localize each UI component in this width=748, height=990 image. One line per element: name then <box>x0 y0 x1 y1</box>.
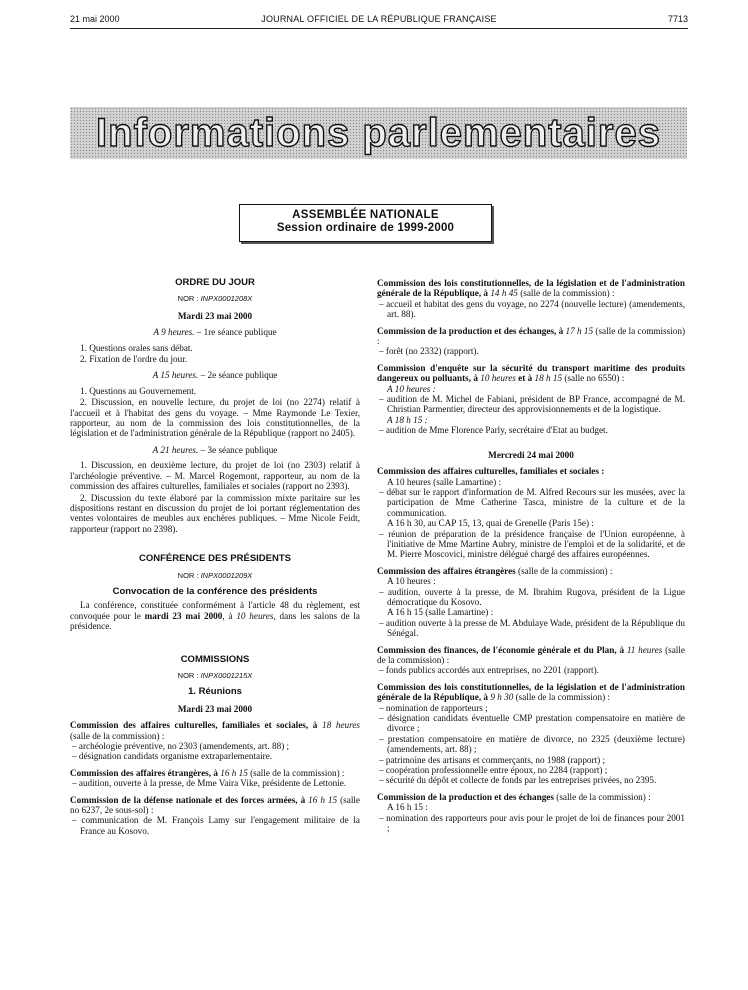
commissions-day: Mardi 23 mai 2000 <box>177 703 253 714</box>
list-item: – nomination de rapporteurs ; <box>379 702 488 713</box>
ordre-title: ORDRE DU JOUR <box>175 277 255 288</box>
list-item: 1. Discussion, en deuxième lecture, du projet de loi (no 2303) relatif à l'archéologie préventive. – M. Marcel Rogemont, rapporteur, au nom de la commission des affaires culturelles, familiales et sociales (rapport no 2393). <box>70 460 360 492</box>
commissions-nor: NOR : INPX0001215X <box>177 670 253 680</box>
list-item: – fonds publics accordés aux entreprises, no 2201 (rapport). <box>379 665 599 676</box>
conference-text: La conférence, constituée conformément à l'article 48 du règlement, est convoquée pour le mardi 23 mai 2000, à 10 heures, dans les salons de la présidence. <box>70 600 361 632</box>
list-item: – audition, ouverte à la presse, de Mme Vaira Vike, présidente de Lettonie. <box>72 778 347 789</box>
commission-heading: Commission d'enquête sur la sécurité du transport maritime des produits dangereux ou polluants, à 10 heures et à 18 h 15 (salle no 6550) : <box>377 362 685 384</box>
list-item: – forêt (no 2332) (rapport). <box>379 346 479 357</box>
list-item: 2. Discussion, en nouvelle lecture, du projet de loi (no 2274) relatif à l'accueil et à l'habitat des gens du voyage. – Mme Raymonde Le Texier, rapporteur, au nom de la commission des lois constitutionnelles, de la législation et de l'administration générale de la République (rapport no 2405). <box>70 397 360 439</box>
time-subheading: A 16 h 30, au CAP 15, 13, quai de Grenelle (Paris 15e) : <box>387 518 594 529</box>
commission-heading: Commission des affaires culturelles, familiales et sociales, à 18 heures (salle de la commission) : <box>70 720 360 741</box>
ordre-day: Mardi 23 mai 2000 <box>177 310 253 321</box>
banner-title: Informations parlementaires <box>96 111 661 155</box>
commission-heading: Commission des affaires étrangères, à 16 h 15 (salle de la commission) : <box>70 767 345 778</box>
assemblee-box <box>239 204 492 242</box>
list-item: – accueil et habitat des gens du voyage, no 2274 (nouvelle lecture) (amendements, art. 88). <box>379 298 685 320</box>
list-item: – débat sur le rapport d'information de M. Alfred Recours sur les musées, avec la participation de Mme Catherine Tasca, ministre de la culture et de la communication. <box>379 486 685 518</box>
wednesday-day: Mercredi 24 mai 2000 <box>488 449 574 460</box>
commission-heading: Commission des affaires culturelles, familiales et sociales : <box>377 466 605 477</box>
commission-heading: Commission des lois constitutionnelles, de la législation et de l'administration générale de la République, à 14 h 45 (salle de la commission) : <box>377 278 685 299</box>
list-item: 2. Discussion du texte élaboré par la commission mixte paritaire sur les dispositions restant en discussion du projet de loi portant réglementation des ventes volontaires de meubles aux enchères publiques. – Mme Nicole Feidt, rapporteur (rapport no 2398). <box>70 492 360 534</box>
time-subheading: A 16 h 15 : <box>387 802 428 813</box>
time-subheading: A 10 heures (salle Lamartine) : <box>387 476 502 487</box>
ordre-nor: NOR : INPX0001208X <box>177 294 253 304</box>
commissions-title: COMMISSIONS <box>180 653 250 665</box>
commission-heading: Commission de la défense nationale et des forces armées, à 16 h 15 (salle no 6237, 2e sous-sol) : <box>70 794 361 816</box>
time-subheading: A 10 heures : <box>387 576 436 587</box>
list-item: 2. Fixation de l'ordre du jour. <box>80 354 188 365</box>
list-item: – désignation candidats organisme extraparlementaire. <box>72 751 273 762</box>
commission-heading: Commission des affaires étrangères (salle de la commission) : <box>377 565 613 576</box>
commission-heading: Commission de la production et des échanges, à 17 h 15 (salle de la commission) : <box>377 325 685 347</box>
session-title: Session ordinaire de 1999-2000 <box>276 222 455 234</box>
seance-3-list <box>70 460 360 534</box>
list-item: – réunion de préparation de la présidence française de l'Union européenne, à l'initiative de Mme Martine Aubry, ministre de l'emploi et de la solidarité, et de M. Pierre Moscovici, ministre délégué chargé des affaires européennes. <box>379 528 685 560</box>
reunions-heading: 1. Réunions <box>188 686 242 698</box>
page-header <box>70 14 688 29</box>
list-item: – patrimoine des artisans et commerçants, no 1988 (rapport) ; <box>379 754 606 765</box>
time-subheading: A 18 h 15 : <box>387 414 428 425</box>
list-item: – archéologie préventive, no 2303 (amendements, art. 88) ; <box>72 741 290 751</box>
list-item: – audition, ouverte à la presse, de M. Ibrahim Rugova, président de la Ligue démocratique du Kosovo. <box>379 586 685 607</box>
seance-2-list <box>70 386 360 439</box>
assemblee-title: ASSEMBLÉE NATIONALE <box>292 209 439 221</box>
list-item: – coopération professionnelle entre époux, no 2284 (rapport) ; <box>379 765 608 776</box>
journal-title: JOURNAL OFFICIEL DE LA RÉPUBLIQUE FRANÇAISE <box>261 14 497 24</box>
conference-subtitle: Convocation de la conférence des présidents <box>112 585 318 597</box>
list-item: – audition de M. Michel de Fabiani, président de BP France, accompagné de M. Christian Parmentier, directeur des approvisionnements et de la logistique. <box>379 394 685 415</box>
list-item: – désignation candidats éventuelle CMP prestation compensatoire en matière de divorce ; <box>379 713 685 734</box>
list-item: – communication de M. François Lamy sur l'engagement militaire de la France au Kosovo. <box>72 815 360 836</box>
list-item: – sécurité du dépôt et collecte de fonds par les entreprises privées, no 2395. <box>379 775 657 786</box>
list-item: – prestation compensatoire en matière de divorce, no 2325 (deuxième lecture) (amendements, art. 88) ; <box>379 733 685 755</box>
conference-nor: NOR : INPX0001209X <box>177 570 253 580</box>
seance-1-heading: A 9 heures. – 1re séance publique <box>153 327 277 338</box>
right-column <box>377 278 685 834</box>
commission-heading: Commission des lois constitutionnelles, de la législation et de l'administration générale de la République, à 9 h 30 (salle de la commission) : <box>377 681 685 703</box>
time-subheading: A 10 heures : <box>387 383 436 394</box>
list-item: – nomination des rapporteurs pour avis pour le projet de loi de finances pour 2001 ; <box>379 812 685 834</box>
list-item: – audition ouverte à la presse de M. Abdulaye Wade, président de la République du Sénégal. <box>379 617 685 639</box>
list-item: 1. Questions orales sans débat. <box>80 342 193 353</box>
time-subheading: A 16 h 15 (salle Lamartine) : <box>387 607 494 618</box>
conference-title: CONFÉRENCE DES PRÉSIDENTS <box>138 553 292 565</box>
issue-date: 21 mai 2000 <box>70 14 120 24</box>
commission-heading: Commission des finances, de l'économie générale et du Plan, à 11 heures (salle de la commission) : <box>377 644 685 665</box>
seance-2-heading: A 15 heures. – 2e séance publique <box>152 370 278 381</box>
list-item: 1. Questions au Gouvernement. <box>80 385 197 396</box>
page-number: 7713 <box>667 14 688 24</box>
commission-heading: Commission de la production et des échanges (salle de la commission) : <box>377 791 651 802</box>
left-column <box>70 278 360 836</box>
seance-3-heading: A 21 heures. – 3e séance publique <box>152 444 278 455</box>
section-banner <box>70 107 687 159</box>
list-item: – audition de Mme Florence Parly, secrétaire d'Etat au budget. <box>379 425 608 436</box>
seance-1-list <box>70 343 360 365</box>
